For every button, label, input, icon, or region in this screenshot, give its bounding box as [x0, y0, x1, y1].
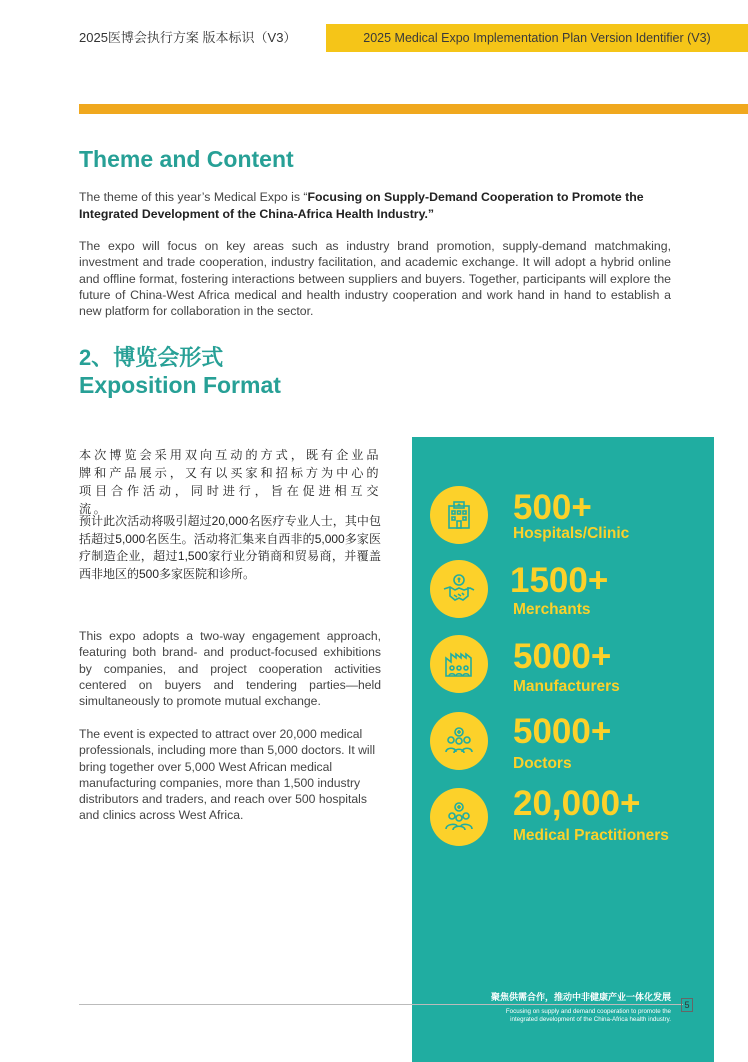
stat-practitioners-label: Medical Practitioners [513, 827, 669, 844]
hospital-icon [430, 486, 488, 544]
factory-icon [430, 635, 488, 693]
stat-merchants-number: 1500+ [510, 561, 609, 600]
format-en-paragraph-1: This expo adopts a two-way engagement approach, featuring both brand- and product-focused exhibitions by companies, and project cooperation activities centered on buyers and tendering parties—held simultaneously to promote mutual exchange. [79, 629, 381, 709]
footer-slogan-en-line2: integrated development of the China-Africa health industry. [510, 1016, 671, 1023]
theme-intro-bold: Focusing on Supply-Demand Cooperation to Promote the Integrated Development of the China-Africa Health Industry.” [79, 190, 644, 221]
doctors-icon [430, 712, 488, 770]
stat-doctors-label: Doctors [513, 755, 572, 772]
format-cn-paragraph-1: 本次博览会采用双向互动的方式，既有企业品牌和产品展示，又有以买家和招标方为中心的项目合作活动，同时进行，旨在促进相互交流。 [79, 448, 381, 516]
header-banner [326, 24, 748, 52]
stats-panel [412, 437, 714, 1062]
footer-divider [79, 1004, 683, 1005]
footer-slogan-en [412, 1008, 671, 1024]
header-banner-title: 2025 Medical Expo Implementation Plan Version Identifier (V3) [363, 31, 711, 45]
format-en-paragraph-2: The event is expected to attract over 20,000 medical professionals, including more than 5,000 doctors. It will bring together over 5,000 West African medical manufacturing companies, more than 1,500 industry distributors and traders, and reach over 500 hospitals and clinics across West Africa. [79, 727, 376, 823]
divider-bar [79, 104, 748, 114]
format-heading-en: Exposition Format [79, 372, 281, 398]
stat-manufacturers-label: Manufacturers [513, 678, 620, 695]
stat-hospitals-number: 500+ [513, 488, 592, 527]
practitioners-icon [430, 788, 488, 846]
stat-practitioners-number: 20,000+ [513, 784, 641, 823]
footer-slogan-en-line1: Focusing on supply and demand cooperation to promote the [505, 1008, 671, 1015]
theme-heading: Theme and Content [79, 146, 294, 172]
handshake-icon [430, 560, 488, 618]
page-number: 5 [681, 998, 693, 1012]
stat-manufacturers-number: 5000+ [513, 637, 612, 676]
theme-intro [79, 189, 671, 222]
format-cn-paragraph-2: 预计此次活动将吸引超过20,000名医疗专业人士，其中包括超过5,000名医生。活动将汇集来自西非的5,000多家医疗制造企业，超过1,500家行业分销商和贸易商，并覆盖西非地区的500多家医院和诊所。 [79, 514, 381, 581]
format-heading-cn: 2、博览会形式 [79, 345, 224, 370]
footer-slogan-cn: 聚焦供需合作，推动中非健康产业一体化发展 [490, 992, 671, 1002]
stat-merchants-label: Merchants [513, 601, 591, 618]
theme-body: The expo will focus on key areas such as industry brand promotion, supply-demand matchmaking, investment and trade cooperation, industry facilitation, and academic exchange. It will adopt a hybrid online and offline format, fostering interactions between suppliers and buyers. Together, participants will explore the future of China-West Africa medical and health industry cooperation and work hand in hand to establish a new platform for collaboration in the sector. [79, 239, 671, 319]
stat-hospitals-label: Hospitals/Clinic [513, 525, 630, 542]
stat-doctors-number: 5000+ [513, 712, 612, 751]
theme-intro-prefix: The theme of this year’s Medical Expo is “ [79, 190, 308, 204]
header-title-cn: 2025医博会执行方案 版本标识（V3） [79, 30, 297, 45]
